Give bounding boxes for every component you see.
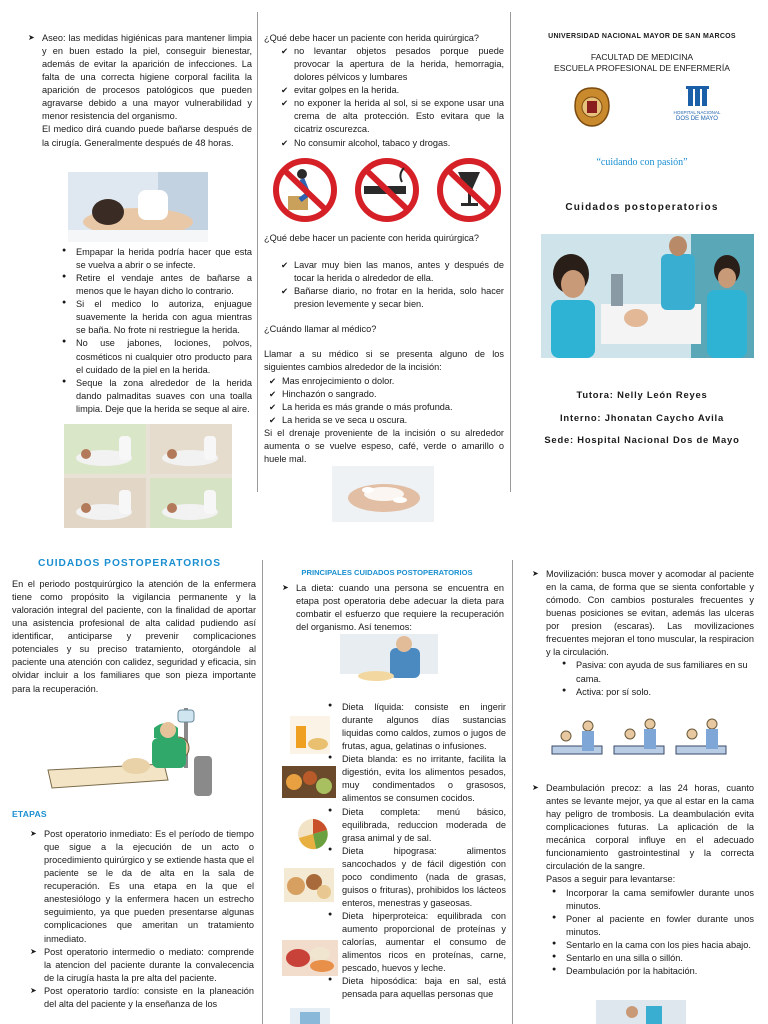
liquid-diet-thumb bbox=[290, 716, 330, 754]
divider-top-1 bbox=[257, 12, 258, 492]
bottom-left-heading: CUIDADOS POSTOPERATORIOS bbox=[38, 558, 222, 569]
bath-bullet-3: ● Si el medico lo autoriza, enjuague suavemente la herida con agua mientras se baña. No frote ni restriegue la herida. bbox=[60, 298, 252, 337]
mobilization-illustration bbox=[548, 716, 734, 768]
medico-paragraph: El medico dirá cuando puede bañarse después de la cirugía. Generalmente después de 48 horas. bbox=[42, 124, 252, 148]
no-smoking-icon bbox=[358, 161, 416, 219]
paso-3: ● Sentarlo en la cama con los pies hacia abajo. bbox=[550, 939, 754, 952]
divider-bottom-1 bbox=[262, 560, 263, 1024]
diet-blanda: ● Dieta blanda: es no irritante, facilita la digestión, evita los alimentos pesados, muy condimentados o grasosos, alimentos se consumen cocidos. bbox=[326, 753, 506, 805]
motto: “cuidando con pasión” bbox=[596, 157, 688, 168]
question-2: ¿Qué debe hacer un paciente con herida quirúrgica? bbox=[264, 233, 480, 243]
dieta-intro-block bbox=[282, 582, 504, 634]
call-intro: Llamar a su médico si se presenta alguno de los siguientes cambios alrededor de la incisión: bbox=[264, 349, 504, 373]
no-alcohol-icon bbox=[440, 161, 498, 219]
pasos-intro: Pasos a seguir para levantarse: bbox=[546, 874, 676, 885]
bottom-middle-heading: PRINCIPALES CUIDADOS POSTOPERATORIOS bbox=[301, 568, 473, 577]
mov-pasiva: ● Pasiva: con ayuda de sus familiares en su cama. bbox=[560, 659, 754, 685]
drain-text: Si el drenaje proveniente de la incisión o su alrededor aumenta o se vuelve espeso, café, verde o amarillo o huele mal. bbox=[264, 427, 504, 464]
deambulacion-text: ➤ Deambulación precoz: a las 24 horas, cuanto antes se levante mejor, ya que al estar en la cama hay peligro de trombosis. La deambulación evita complicaciones futuras. La aplicación de la mecánica corporal influye en el adecuado funcionamiento gastrointestinal y la correcta circulación de la sangre. bbox=[532, 782, 754, 873]
washing-patient-photo bbox=[68, 172, 208, 242]
q1-item-1: ✔ no levantar objetos pesados porque puede provocar la apertura de la herida, hemorragia, dolores pélvicos y lumbares bbox=[278, 45, 504, 84]
call-item-2: ✔ Hinchazón o sangrado. bbox=[266, 388, 504, 401]
aseo-paragraph: ➤ Aseo: las medidas higiénicas para mantener limpia y en buen estado la piel, conseguir bienestar, además de evitar la aparición de infecciones. La falta de una correcta higiene corporal facilita la aparición de procesos patológicos que pueden agravarse debido a una mayor vulnerabilidad y menor resistencia del organismo. bbox=[28, 32, 252, 123]
faculty-block bbox=[516, 52, 768, 74]
q1-item-4: ✔ No consumir alcohol, tabaco y drogas. bbox=[278, 137, 504, 150]
bath-bullets bbox=[60, 246, 252, 416]
university-seal-logo bbox=[573, 86, 611, 128]
hospital-logo-line2: DOS DE MAYO bbox=[676, 115, 718, 122]
hospital-logo-line1: HOSPITAL NACIONAL bbox=[673, 110, 721, 115]
nurses-photo bbox=[541, 234, 754, 358]
paso-4: ● Sentarlo en una silla o sillón. bbox=[550, 952, 754, 965]
hospital-logo bbox=[668, 86, 726, 126]
question-1: ¿Qué debe hacer un paciente con herida quirúrgica? bbox=[264, 33, 480, 43]
low-sodium-diet-thumb bbox=[290, 1008, 330, 1024]
paso-2: ● Poner al paciente en fowler durante unos minutos. bbox=[550, 913, 754, 939]
stage-1: ➤ Post operatorio inmediato: Es el período de tiempo que sigue a la ejecución de un acto o procedimiento quirúrgico y se extiende hasta que el paciente se le da de alta en la sala de recuperación. Es una etapa en la que el anestesiólogo y la enfermera hacen un estrecho seguimiento, ya que pueden presentarse algunas complicaciones que ameritan un tratamiento inmediato. bbox=[30, 828, 254, 946]
question-3: ¿Cuándo llamar al médico? bbox=[264, 324, 377, 335]
diet-hiperproteica: ● Dieta hiperproteica: equilibrada con aumento proporcional de proteínas y calorías, aumentar el consumo de alimentos ricos en proteínas, carne, pescado, huevos y leche. bbox=[326, 910, 506, 975]
school-name: ESCUELA PROFESIONAL DE ENFERMERÍA bbox=[554, 63, 730, 74]
bath-bullet-4: ● No use jabones, lociones, polvos, cosméticos ni cualquier otro producto para el cuidado de la piel en la herida. bbox=[60, 337, 252, 376]
movilizacion-text: ➤ Movilización: busca mover y acomodar al paciente en la cama, de forma que se sienta confortable y cómodo. Con cambios posturales frecuentes y buenas posiciones se evitan, además las ulceras por presion (escaras). Las movilizaciones frecuentes mejoran el tono muscular, la respiracion y la circulación. bbox=[532, 568, 754, 659]
university-name: UNIVERSIDAD NACIONAL MAYOR DE SAN MARCOS bbox=[548, 33, 736, 40]
walking-patient-photo bbox=[596, 1000, 686, 1024]
complete-diet-thumb bbox=[296, 818, 330, 850]
interno: Interno: Jhonatan Caycho Avila bbox=[560, 412, 724, 423]
diet-completa: ● Dieta completa: menú básico, equilibrada, reduccion moderada de grasa animal y de sal. bbox=[326, 806, 506, 845]
paso-5: ● Deambulación por la habitación. bbox=[550, 965, 754, 978]
diet-liquida: ● Dieta líquida: consiste en ingerir durante algunos días sustancias liquidas como caldos, zumos o jugos de frutas, agua, gelatinas o infusiones. bbox=[326, 701, 506, 753]
bath-bullet-2: ● Retire el vendaje antes de bañarse a menos que le hayan dicho lo contrario. bbox=[60, 272, 252, 298]
bath-bullet-1: ● Empapar la herida podría hacer que esta se vuelva a abrir o se infecte. bbox=[60, 246, 252, 272]
stage-3: ➤ Post operatorio tardío: consiste en la planeación del alta del paciente y la enseñanza de los bbox=[30, 985, 254, 1011]
q2-item-1: ✔ Lavar muy bien las manos, antes y después de tocar la herida o alrededor de ella. bbox=[278, 259, 504, 285]
etapas-heading: ETAPAS bbox=[12, 809, 47, 819]
sede: Sede: Hospital Nacional Dos de Mayo bbox=[544, 434, 740, 445]
mov-activa: ● Activa: por sí solo. bbox=[560, 686, 754, 699]
tutora: Tutora: Nelly León Reyes bbox=[576, 389, 708, 400]
call-item-4: ✔ La herida se ve seca u oscura. bbox=[266, 414, 504, 427]
patient-eating-photo bbox=[340, 634, 438, 692]
call-item-1: ✔ Mas enrojecimiento o dolor. bbox=[266, 375, 504, 388]
hand-washing-photo bbox=[332, 466, 434, 522]
q2-item-2: ✔ Bañarse diario, no frotar en la herida, solo hacer presion levemente y secar bien. bbox=[278, 285, 504, 311]
bath-bullet-5: ● Seque la zona alrededor de la herida dando palmaditas suaves con una toalla limpia. Deje que la herida se seque al aire. bbox=[60, 377, 252, 416]
q1-item-3: ✔ no exponer la herida al sol, si se expone usar una crema de alta protección. Esto evitara que la cicatriz oscurezca. bbox=[278, 97, 504, 136]
patient-care-collage-photo bbox=[64, 424, 232, 528]
intro-paragraph: En el periodo postquirúrgico la atención de la enfermera tiene como propósito la vigilancia permanente y la valoración integral del paciente, con la finalidad de aportar una asistencia profesional de alta calidad pudiendo así identificar, anticiparse y prevenir complicaciones potenciales y su preciso tratamiento, otorgándole al paciente una atención con calidez, seguridad y eficacia, sin olvidar incluir a los familiares que son pieza importante para la recuperación. bbox=[12, 579, 256, 694]
dieta-intro: ➤ La dieta: cuando una persona se encuentra en etapa post operatoria debe adecuar la dieta para combatir el esfuerzo que requiere la recuperación del organismo. Así tenemos: bbox=[282, 582, 504, 634]
patient-transfer-illustration bbox=[44, 708, 214, 802]
diet-hipograsa: ● Dieta hipograsa: alimentos sancochados y de fácil digestión con poco condimento (nada de grasas, guisos o frituras), prohibidos los lácteos enteros, menestras y gaseosas. bbox=[326, 845, 506, 910]
stage-2: ➤ Post operatorio intermedio o mediato: comprende la atencion del paciente durante la convalecencia de la cirugía hasta la pre alta del paciente. bbox=[30, 946, 254, 985]
diet-hiposodica: ● Dieta hiposódica: baja en sal, está pensada para aquellas personas que bbox=[326, 975, 506, 1001]
top-middle-column-2 bbox=[264, 232, 504, 466]
faculty-name: FACULTAD DE MEDICINA bbox=[590, 52, 694, 62]
movilizacion-block bbox=[532, 568, 754, 699]
cover-title: Cuidados postoperatorios bbox=[565, 202, 719, 213]
no-lifting-icon bbox=[276, 161, 334, 219]
divider-bottom-2 bbox=[512, 560, 513, 1024]
top-left-column bbox=[28, 32, 252, 150]
prohibition-icons bbox=[272, 156, 502, 226]
call-item-3: ✔ La herida es más grande o más profunda. bbox=[266, 401, 504, 414]
stages-list bbox=[30, 828, 254, 1011]
diets-list bbox=[326, 701, 506, 1001]
divider-top-2 bbox=[510, 12, 511, 492]
paso-1: ● Incorporar la cama semifowler durante unos minutos. bbox=[550, 887, 754, 913]
deambulacion-block bbox=[532, 782, 754, 978]
q1-item-2: ✔ evitar golpes en la herida. bbox=[278, 84, 504, 97]
top-middle-column bbox=[264, 32, 504, 150]
